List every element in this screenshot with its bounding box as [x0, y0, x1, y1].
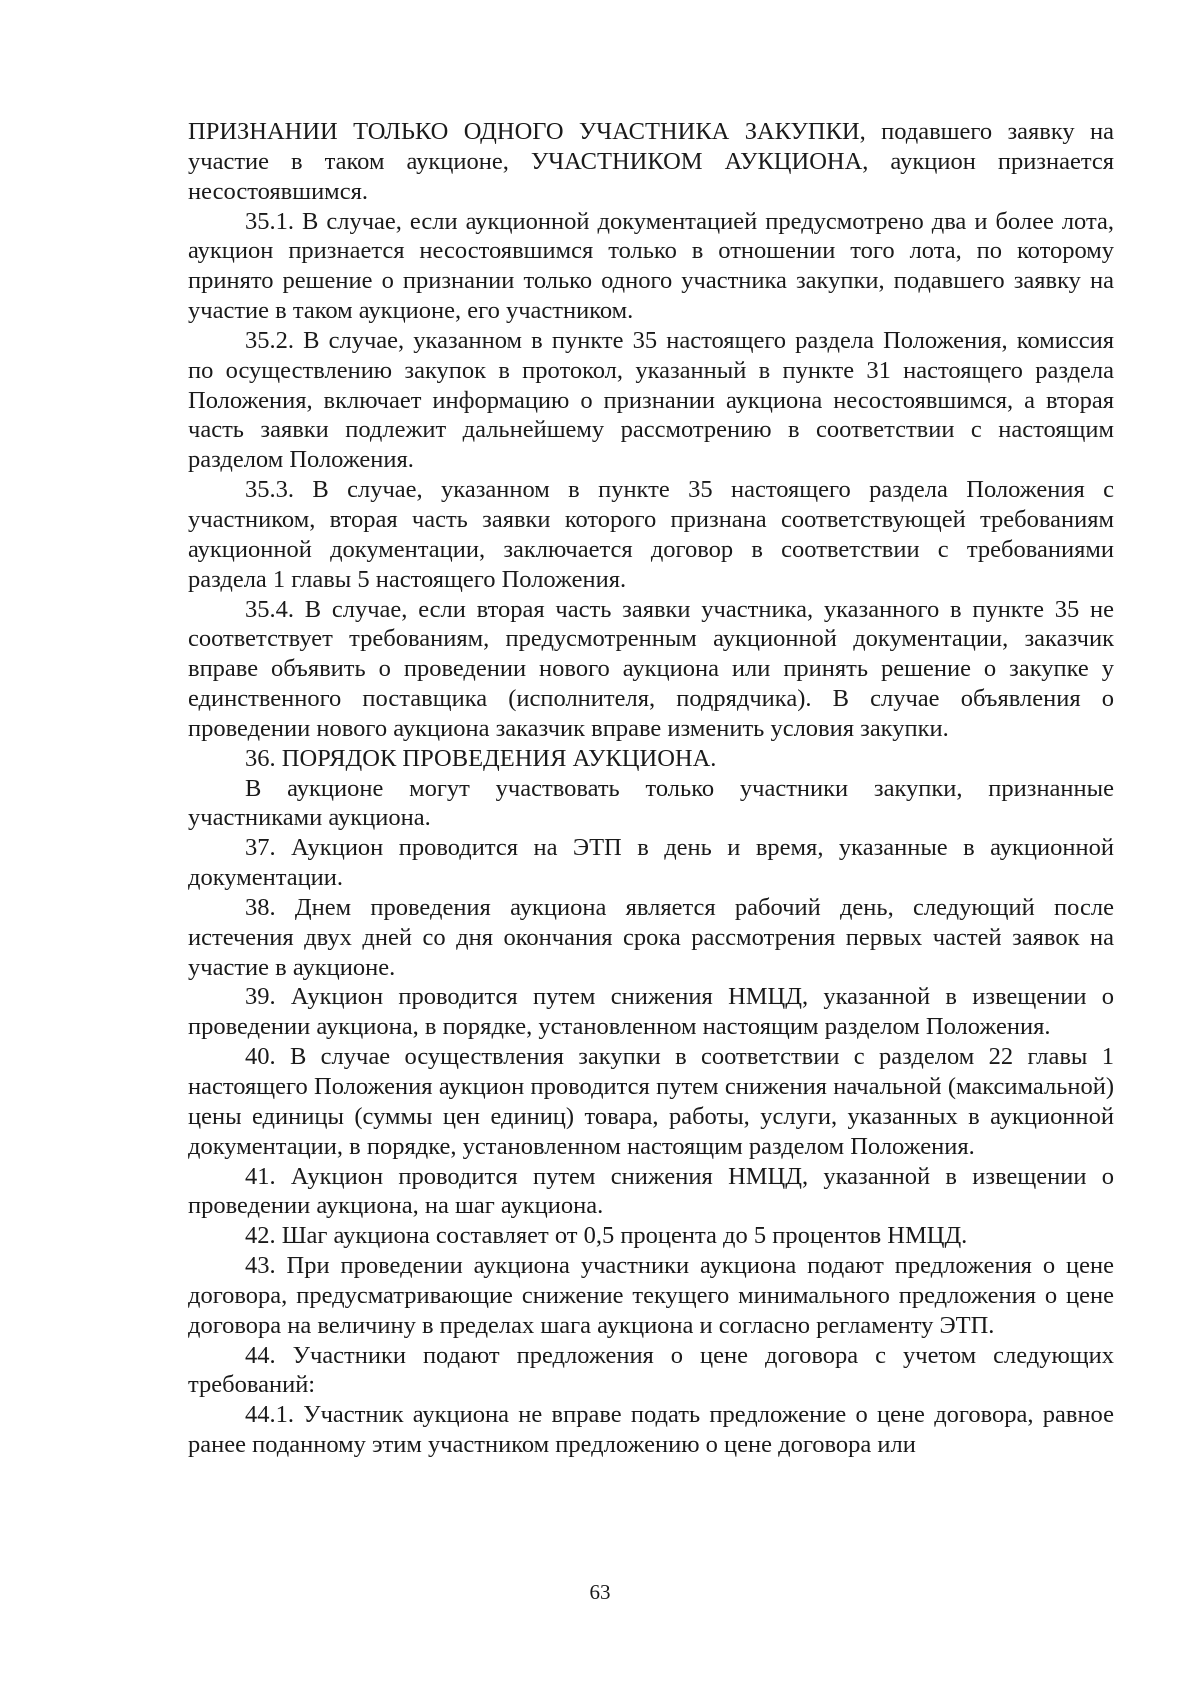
paragraph-41: 41. Аукцион проводится путем снижения НМЦД, указанной в извещении о проведении аукциона, на шаг аукциона. — [188, 1162, 1114, 1220]
paragraph: ПРИЗНАНИИ ТОЛЬКО ОДНОГО УЧАСТНИКА ЗАКУПКИ, подавшего заявку на участие в таком аукционе, УЧАСТНИКОМ АУКЦИОНА, аукцион признается несостоявшимся. — [188, 118, 1114, 205]
paragraph-35-2: 35.2. В случае, указанном в пункте 35 настоящего раздела Положения, комиссия по осуществлению закупок в протокол, указанный в пункте 31 настоящего раздела Положения, включает информацию о признании аукциона несостоявшимся, а вторая часть заявки подлежит дальнейшему рассмотрению в соответствии с настоящим разделом Положения. — [188, 326, 1114, 474]
paragraph-38: 38. Днем проведения аукциона является рабочий день, следующий после истечения двух дней со дня окончания срока рассмотрения первых частей заявок на участие в аукционе. — [188, 893, 1114, 981]
paragraph-35-1: 35.1. В случае, если аукционной документацией предусмотрено два и более лота, аукцион признается несостоявшимся только в отношении того лота, по которому принято решение о признании только одного участника закупки, подавшего заявку на участие в таком аукционе, его участником. — [188, 207, 1114, 325]
paragraph-44-1: 44.1. Участник аукциона не вправе подать предложение о цене договора, равное ранее поданному этим участником предложению о цене договора или — [188, 1401, 1114, 1459]
paragraph-35-3: 35.3. В случае, указанном в пункте 35 настоящего раздела Положения с участником, вторая часть заявки которого признана соответствующей требованиям аукционной документации, заключается договор в соответствии с требованиями раздела 1 главы 5 настоящего Положения. — [188, 476, 1114, 593]
paragraph-39: 39. Аукцион проводится путем снижения НМЦД, указанной в извещении о проведении аукциона, в порядке, установленном настоящим разделом Положения. — [188, 983, 1114, 1041]
paragraph-35-4: 35.4. В случае, если вторая часть заявки участника, указанного в пункте 35 не соответствует требованиям, предусмотренным аукционной документации, заказчик вправе объявить о проведении нового аукциона или принять решение о закупке у единственного поставщика (исполнителя, подрядчика). В случае объявления о проведении нового аукциона заказчик вправе изменить условия закупки. — [188, 595, 1114, 742]
paragraph-36: В аукционе могут участвовать только участники закупки, признанные участниками аукциона. — [188, 774, 1114, 832]
paragraph-37: 37. Аукцион проводится на ЭТП в день и время, указанные в аукционной документации. — [188, 834, 1114, 892]
paragraph-40: 40. В случае осуществления закупки в соответствии с разделом 22 главы 1 настоящего Положения аукцион проводится путем снижения начальной (максимальной) цены единицы (суммы цен единиц) товара, работы, услуги, указанных в аукционной документации, в порядке, установленном настоящим разделом Положения. — [188, 1043, 1114, 1160]
paragraph-44: 44. Участники подают предложения о цене договора с учетом следующих требований: — [188, 1341, 1114, 1399]
section-heading-36: 36. ПОРЯДОК ПРОВЕДЕНИЯ АУКЦИОНА. — [245, 744, 717, 772]
paragraph-42: 42. Шаг аукциона составляет от 0,5 процента до 5 процентов НМЦД. — [245, 1222, 968, 1250]
body-text — [188, 117, 1114, 1460]
paragraph-43: 43. При проведении аукциона участники аукциона подают предложения о цене договора, предусматривающие снижение текущего минимального предложения о цене договора на величину в пределах шага аукциона и согласно регламенту ЭТП. — [188, 1252, 1114, 1339]
page-number: 63 — [589, 1580, 611, 1604]
